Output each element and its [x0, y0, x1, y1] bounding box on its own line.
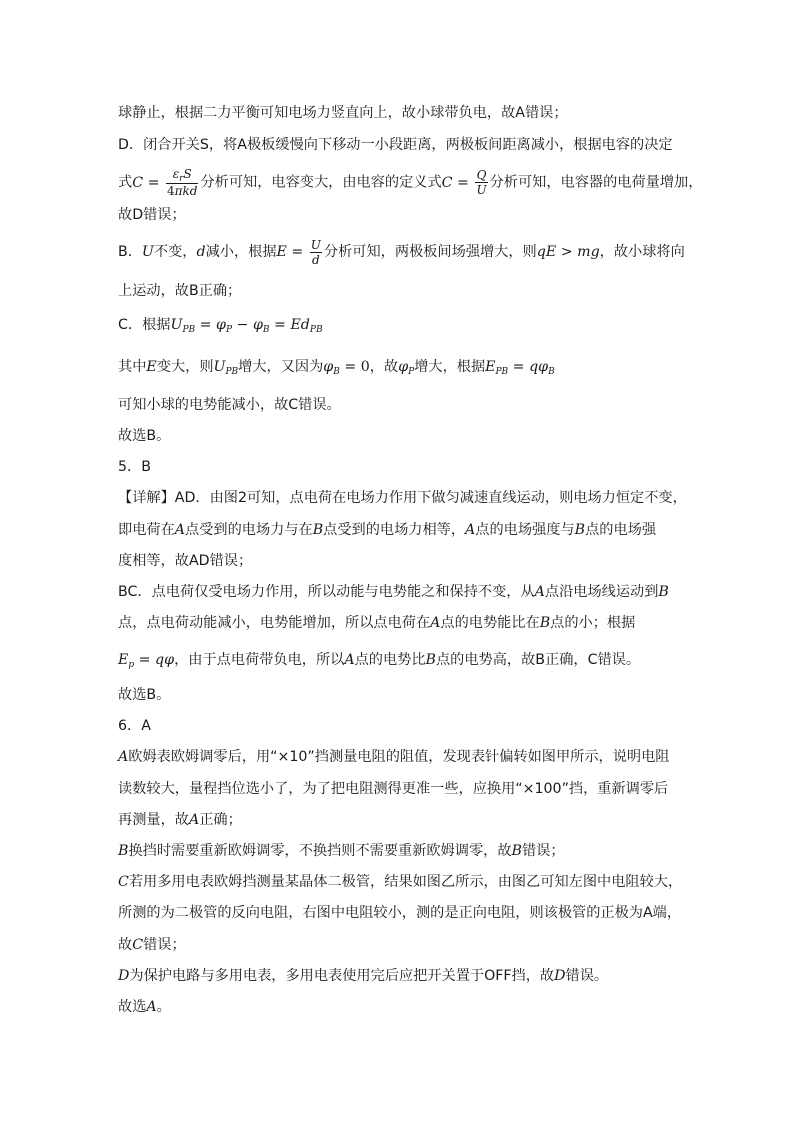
potential-energy-relation: $E_p = q\varphi$ [118, 652, 175, 670]
text-line: 读数较大，量程挡位选小了，为了把电阻测得更准一些，应换用“×100”挡，重新调零后 [118, 781, 669, 797]
capacitance-formula: C = $\frac{\varepsilon_rS}{\text{4πkd}}$ [132, 167, 198, 198]
text-line: 故选A。 [118, 999, 171, 1015]
potential-zero-formula: $\varphi_B = 0$ [323, 359, 370, 377]
text-line: C若用多用电表欧姆挡测量某晶体二极管，结果如图乙所示，由图乙可知左图中电阻较大， [118, 874, 683, 890]
potential-energy-formula: $E_{PB} = q\varphi_B$ [485, 359, 555, 377]
text-line: 再测量，故A正确； [118, 812, 242, 828]
text-line: BC．点电荷仅受电场力作用，所以动能与电势能之和保持不变，从A点沿电场线运动到B [118, 584, 669, 600]
text-line: 度相等，故AD错误； [118, 553, 253, 569]
answer-heading: 5．B [118, 459, 151, 475]
text-line: 【详解】AD．由图2可知，点电荷在电场力作用下做匀减速直线运动，则电场力恒定不变， [118, 490, 687, 506]
text-line-with-formulas: $E_p = q\varphi$，由于点电荷带负电，所以A点的电势比B点的电势高，故B正确，C错误。 [118, 652, 641, 670]
text-line-with-formulas: C．根据$U_{PB} = \varphi_P - \varphi_B = Ed_{PB}$ [118, 317, 323, 335]
capacitance-definition-formula: C = $\frac{Q}{U}$ [441, 168, 487, 197]
text-line-with-formulas: 式C = $\frac{\varepsilon_rS}{\text{4πkd}}$ 分析可知，电容变大，由电容的定义式C = $\frac{Q}{U}$ 分析可知，电容器的电荷量增加， [118, 167, 703, 198]
text-line: 所测的为二极管的反向电阻，右图中电阻较小，测的是正向电阻，则该极管的正极为A端， [118, 905, 682, 921]
potential-difference-formula: $U_{PB} = \varphi_P - \varphi_B = Ed_{PB}$ [170, 317, 323, 335]
text-line: 故选B。 [118, 687, 171, 703]
text-line: 故D错误； [118, 207, 186, 223]
text-line: 故选B。 [118, 428, 171, 444]
text-line: B换挡时需要重新欧姆调零，不换挡则不需要重新欧姆调零，故B错误； [118, 843, 565, 859]
text-line: D．闭合开关S，将A极板缓慢向下移动一小段距离，两极板间距离减小，根据电容的决定 [118, 137, 673, 153]
text-line: 即电荷在A点受到的电场力与在B点受到的电场力相等，A点的电场强度与B点的电场强 [118, 522, 657, 538]
text-line: 点，点电荷动能减小，电势能增加，所以点电荷在A点的电势能比在B点的小；根据 [118, 615, 636, 631]
force-inequality: qE > mg [536, 244, 600, 260]
answer-heading: 6．A [118, 718, 151, 734]
text-line: 可知小球的电势能减小，故C错误。 [118, 397, 341, 413]
text-line: 球静止，根据二力平衡可知电场力竖直向上，故小球带负电，故A错误； [118, 105, 568, 121]
field-formula: E = $\frac{U}{d}$ [276, 237, 321, 267]
text-line: 上运动，故B正确； [118, 283, 242, 299]
text-line-with-formulas: 其中E变大，则$U_{PB}$增大，又因为$\varphi_B = 0$，故$\varphi_P$增大，根据$E_{PB} = q\varphi_B$ [118, 359, 555, 377]
text-line: D为保护电路与多用电表，多用电表使用完后应把开关置于OFF挡，故D错误。 [118, 968, 609, 984]
text-line-with-formulas: B．U不变，d减小，根据E = $\frac{U}{d}$ 分析可知，两极板间场强增大，则qE > mg，故小球将向 [118, 237, 685, 267]
text-line: 故C错误； [118, 937, 186, 953]
text-line: A欧姆表欧姆调零后，用“×10”挡测量电阻的阻值，发现表针偏转如图甲所示，说明电阻 [118, 749, 670, 765]
